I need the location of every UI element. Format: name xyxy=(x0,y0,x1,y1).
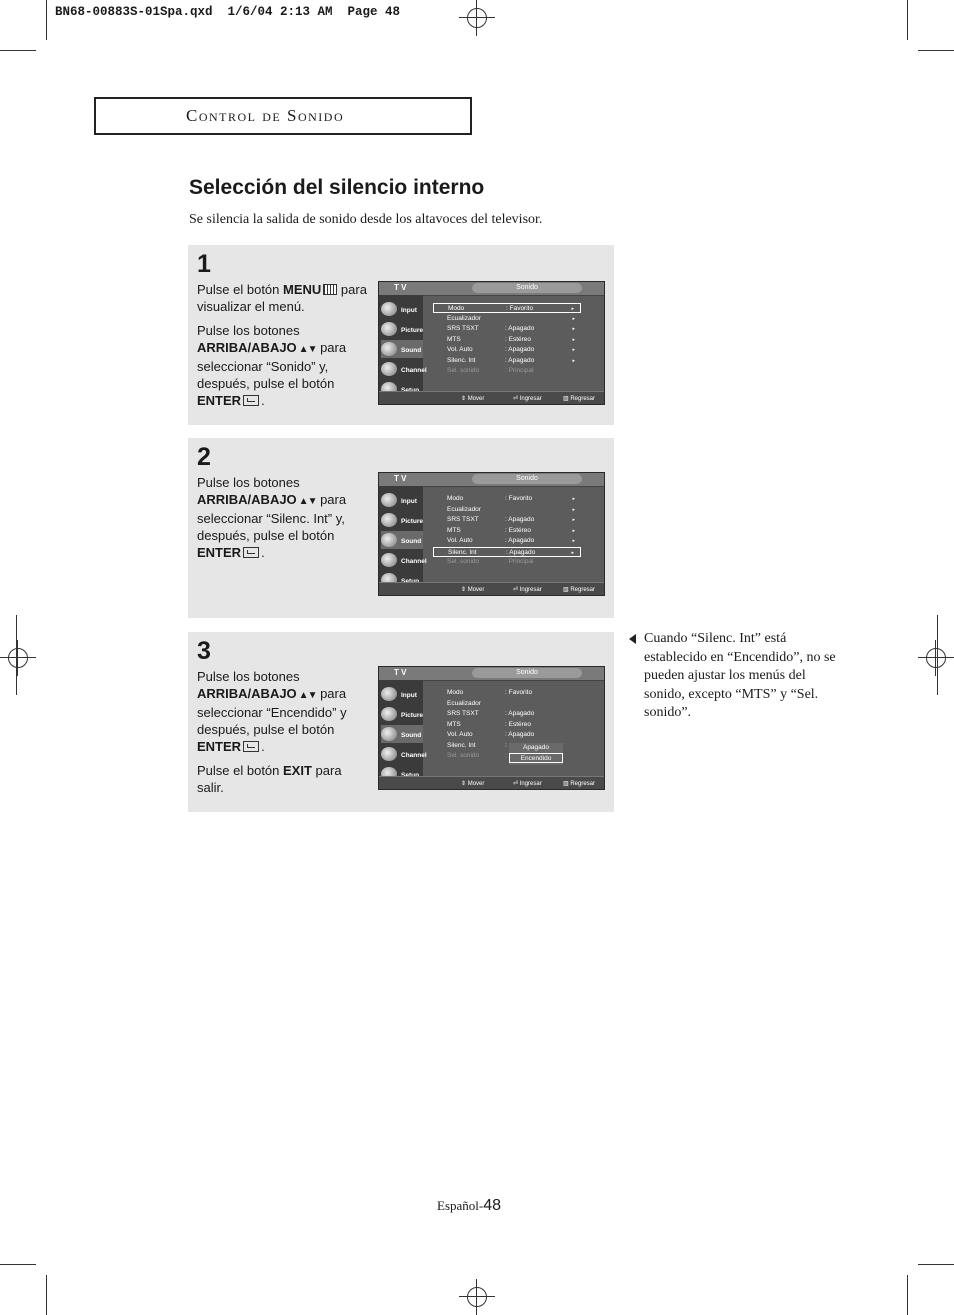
tv-menu-screen xyxy=(378,281,605,405)
menu-key: MENU xyxy=(283,282,322,297)
row-label: MTS xyxy=(447,335,461,343)
row-label: Ecualizador xyxy=(447,699,481,707)
row-value: : xyxy=(505,741,507,749)
menu-row xyxy=(433,494,581,504)
sidebar-item-input xyxy=(381,300,423,318)
label: Picture xyxy=(401,712,424,719)
label: Ingresar xyxy=(519,587,542,593)
enter-icon xyxy=(243,395,259,406)
row-label: MTS xyxy=(447,526,461,534)
arrow-right-icon: ▸ xyxy=(572,315,575,322)
row-value: : xyxy=(505,752,507,759)
label: Regresar xyxy=(570,587,596,593)
sound-icon xyxy=(381,342,397,356)
row-label: Modo xyxy=(447,689,464,696)
screen-sidebar xyxy=(379,680,427,777)
label: Ingresar xyxy=(519,396,542,402)
sidebar-item-picture xyxy=(381,320,423,338)
crop-mark xyxy=(46,1275,47,1315)
step-2 xyxy=(188,438,614,618)
text: . xyxy=(261,393,265,408)
arrow-right-icon: ▸ xyxy=(572,357,575,364)
text: para seleccionar “Encendido” y después, pulse el botón xyxy=(197,686,347,737)
sidebar-item-channel xyxy=(381,551,427,569)
tv-menu-screen xyxy=(378,472,605,596)
registration-mark xyxy=(459,1279,495,1315)
text: Pulse los botones xyxy=(197,323,300,338)
menu-row xyxy=(433,505,581,515)
crop-mark xyxy=(0,50,36,51)
updown-key: ARRIBA/ABAJO xyxy=(197,492,297,507)
row-label: Silenc. Int xyxy=(447,741,476,749)
file-header: BN68-00883S-01Spa.qxd 1/6/04 2:13 AM Page 48 xyxy=(55,5,401,19)
arrow-right-icon: ▸ xyxy=(571,306,574,312)
menu-icon xyxy=(323,284,337,295)
arrow-right-icon: ▸ xyxy=(571,549,574,556)
sidebar-item-channel xyxy=(381,360,427,378)
step-instructions xyxy=(197,281,369,416)
text: Pulse los botones xyxy=(197,475,300,490)
label: Mover xyxy=(467,781,485,787)
step-number: 3 xyxy=(197,637,211,665)
row-label: Vol. Auto xyxy=(447,731,473,738)
crop-mark xyxy=(918,50,954,51)
row-value: : Apagado xyxy=(505,346,535,353)
arrow-right-icon: ▸ xyxy=(572,347,575,353)
enter-key: ENTER xyxy=(197,545,242,560)
text: . xyxy=(261,545,265,560)
tv-label: T V xyxy=(394,283,407,292)
label: Regresar xyxy=(570,781,596,787)
step-instructions xyxy=(197,668,369,803)
enter-hint: ⏎ Ingresar xyxy=(513,587,542,593)
label: Mover xyxy=(467,587,485,593)
menu-row xyxy=(433,536,581,546)
arrow-right-icon: ▸ xyxy=(572,527,575,534)
arrow-right-icon: ▸ xyxy=(572,538,575,544)
row-label: Modo xyxy=(448,305,465,312)
row-value: : Favorito xyxy=(505,689,533,696)
menu-row xyxy=(433,335,581,345)
text: para seleccionar “Silenc. Int” y, después, pulse el botón xyxy=(197,492,347,543)
label: Channel xyxy=(401,752,427,759)
option-popup xyxy=(509,743,563,765)
screen-footer xyxy=(379,582,604,596)
menu-row xyxy=(433,314,581,324)
text: para seleccionar “Sonido” y, después, pulse el botón xyxy=(197,340,347,391)
label: Mover xyxy=(467,396,485,402)
sidebar-item-sound xyxy=(381,531,423,549)
screen-footer xyxy=(379,776,604,790)
label: Ingresar xyxy=(519,781,542,787)
label: Input xyxy=(401,498,417,505)
menu-row xyxy=(433,547,581,557)
sound-icon xyxy=(381,533,397,547)
menu-row xyxy=(433,324,581,334)
crop-mark xyxy=(46,0,47,40)
menu-row xyxy=(433,709,581,719)
label: Picture xyxy=(401,327,424,334)
label: Sound xyxy=(401,732,422,739)
row-label: SRS TSXT xyxy=(447,325,479,332)
up-down-arrow-icon: ▲▼ xyxy=(298,690,317,701)
menu-row xyxy=(433,356,581,366)
row-value: : Principal xyxy=(505,367,534,374)
screen-sidebar xyxy=(379,295,427,392)
section-label: Control de Sonido xyxy=(186,106,345,125)
menu-row xyxy=(433,730,581,740)
menu-tab: Sonido xyxy=(472,668,582,678)
sidebar-item-channel xyxy=(381,745,427,763)
row-value: : Apagado xyxy=(505,325,535,332)
sound-icon xyxy=(381,727,397,741)
exit-key: EXIT xyxy=(283,763,312,778)
step-number: 1 xyxy=(197,250,211,278)
registration-mark xyxy=(459,0,495,36)
updown-key: ARRIBA/ABAJO xyxy=(197,686,297,701)
page-number: 48 xyxy=(483,1197,502,1214)
label: Channel xyxy=(401,367,427,374)
row-label: Vol. Auto xyxy=(447,537,473,544)
row-label: Sel. sonido xyxy=(447,558,480,565)
registration-mark xyxy=(918,640,954,676)
row-label: Ecualizador xyxy=(447,314,481,322)
label: Sound xyxy=(401,538,422,545)
text: Pulse el botón xyxy=(197,282,284,297)
sidebar-item-picture xyxy=(381,511,423,529)
label: Channel xyxy=(401,558,427,565)
intro-text: Se silencia la salida de sonido desde los altavoces del televisor. xyxy=(189,212,543,227)
arrow-right-icon: ▸ xyxy=(572,326,575,332)
screen-footer xyxy=(379,391,604,405)
page-title: Selección del silencio interno xyxy=(189,176,485,199)
enter-key: ENTER xyxy=(197,739,242,754)
text: Pulse el botón xyxy=(197,763,284,778)
picture-icon xyxy=(381,707,397,721)
row-value: : Favorito xyxy=(506,305,534,312)
input-icon xyxy=(381,687,397,701)
row-label: Silenc. Int xyxy=(447,356,476,364)
arrow-right-icon: ▸ xyxy=(572,506,575,513)
enter-icon xyxy=(243,547,259,558)
menu-row xyxy=(433,526,581,536)
option-on: Encendido xyxy=(509,753,563,763)
up-down-arrow-icon: ▲▼ xyxy=(298,344,317,355)
label: Regresar xyxy=(570,396,596,402)
menu-row xyxy=(433,699,581,709)
step-instructions xyxy=(197,474,369,568)
crop-mark xyxy=(907,0,908,40)
sidebar-item-sound xyxy=(381,340,423,358)
menu-row xyxy=(433,345,581,355)
sidebar-item-input xyxy=(381,491,423,509)
page-footer xyxy=(437,1197,501,1215)
arrow-right-icon: ▸ xyxy=(572,336,575,343)
row-label: Sel. sonido xyxy=(447,752,480,759)
step-3 xyxy=(188,632,614,812)
move-hint: ⇕ Mover xyxy=(461,396,485,402)
screen-sidebar xyxy=(379,486,427,583)
row-value: : Estéreo xyxy=(505,720,532,728)
step-1 xyxy=(188,245,614,425)
screen-top-bar xyxy=(379,282,604,296)
picture-icon xyxy=(381,513,397,527)
move-hint: ⇕ Mover xyxy=(461,587,485,593)
menu-row xyxy=(433,557,581,567)
row-label: Sel. sonido xyxy=(447,367,480,374)
input-icon xyxy=(381,493,397,507)
crop-mark xyxy=(907,1275,908,1315)
row-value: : Estéreo xyxy=(505,526,532,534)
row-label: Modo xyxy=(447,495,464,502)
language-label: Español- xyxy=(437,1198,484,1213)
channel-icon xyxy=(381,747,397,761)
sidebar-item-picture xyxy=(381,705,423,723)
tv-menu-screen xyxy=(378,666,605,790)
enter-hint: ⏎ Ingresar xyxy=(513,781,542,787)
menu-row xyxy=(433,515,581,525)
label: Sound xyxy=(401,347,422,354)
row-value: : Favorito xyxy=(505,495,533,502)
enter-hint: ⏎ Ingresar xyxy=(513,396,542,402)
picture-icon xyxy=(381,322,397,336)
step-number: 2 xyxy=(197,443,211,471)
text: Pulse los botones xyxy=(197,669,300,684)
row-value: : Apagado xyxy=(505,516,535,523)
row-label: SRS TSXT xyxy=(447,516,479,523)
channel-icon xyxy=(381,553,397,567)
channel-icon xyxy=(381,362,397,376)
label: Input xyxy=(401,307,417,314)
option-off: Apagado xyxy=(522,744,550,751)
crop-mark xyxy=(0,1264,36,1265)
row-value: : Principal xyxy=(505,558,534,565)
back-hint: ▥ Regresar xyxy=(563,587,596,593)
label: Picture xyxy=(401,518,424,525)
row-label: Ecualizador xyxy=(447,505,481,513)
arrow-right-icon: ▸ xyxy=(572,496,575,502)
menu-tab: Sonido xyxy=(472,474,582,484)
menu-row xyxy=(433,366,581,376)
updown-key: ARRIBA/ABAJO xyxy=(197,340,297,355)
text: para visualizar el menú. xyxy=(197,282,367,314)
back-hint: ▥ Regresar xyxy=(563,781,596,787)
row-value: : Apagado xyxy=(505,731,535,738)
row-value: : Apagado xyxy=(505,356,535,364)
screen-top-bar xyxy=(379,473,604,487)
menu-row xyxy=(433,720,581,730)
text: para salir. xyxy=(197,763,342,795)
text: . xyxy=(261,739,265,754)
menu-row xyxy=(433,303,581,313)
menu-tab: Sonido xyxy=(472,283,582,293)
row-value: : Apagado xyxy=(505,710,535,717)
row-label: SRS TSXT xyxy=(447,710,479,717)
row-label: Vol. Auto xyxy=(447,346,473,353)
note-text: Cuando “Silenc. Int” está establecido en “Encendido”, no se pueden ajustar los menús del sonido, excepto “MTS” y “Sel. sonido”. xyxy=(644,631,836,720)
crop-mark xyxy=(918,1264,954,1265)
row-label: Silenc. Int xyxy=(448,548,477,556)
row-label: MTS xyxy=(447,720,461,728)
enter-key: ENTER xyxy=(197,393,242,408)
row-value: : Apagado xyxy=(506,548,536,556)
registration-mark xyxy=(0,640,36,676)
back-hint: ▥ Regresar xyxy=(563,396,596,402)
tv-label: T V xyxy=(394,474,407,483)
screen-top-bar xyxy=(379,667,604,681)
row-value: : Estéreo xyxy=(505,335,532,343)
pointer-triangle-icon xyxy=(629,634,636,644)
up-down-arrow-icon: ▲▼ xyxy=(298,496,317,507)
sidebar-item-sound xyxy=(381,725,423,743)
label: Input xyxy=(401,692,417,699)
menu-row xyxy=(433,688,581,698)
tv-label: T V xyxy=(394,668,407,677)
enter-icon xyxy=(243,741,259,752)
move-hint: ⇕ Mover xyxy=(461,781,485,787)
row-value: : Apagado xyxy=(505,537,535,544)
sidebar-item-input xyxy=(381,685,423,703)
input-icon xyxy=(381,302,397,316)
arrow-right-icon: ▸ xyxy=(572,517,575,523)
